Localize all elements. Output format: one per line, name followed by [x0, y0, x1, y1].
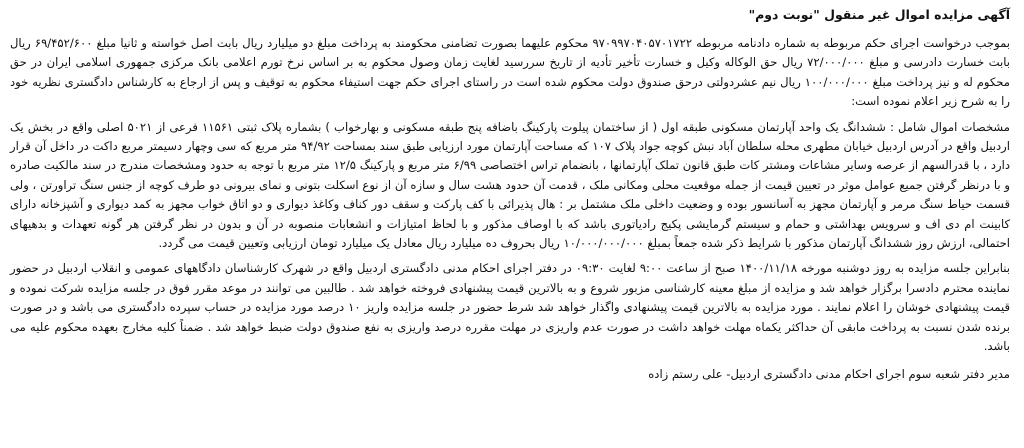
intro-paragraph: بموجب درخواست اجرای حکم مربوطه به شماره دادنامه مربوطه ۹۷۰۹۹۷۰۴۰۵۷۰۱۷۲۲ محکوم علیهما بصورت تضامنی محکومند به پرداخت مبلغ دو میلیارد ریال بابت اصل خواسته و ثانیا مبلغ ۶۹/۴۵۲/۶۰۰ ریال بابت خسارت دادرسی و مبلغ ۷۲/۰۰۰/۰۰۰ ریال حق الوکاله وکیل و خسارت تأخیر تأدیه از تاریخ سررسید لغایت زمان وصول محکوم به بر اساس نرخ تورم اعلامی بانک مرکزی جمهوری اسلامی ایران در حق محکوم له و نیز پرداخت مبلغ ۱۰۰/۰۰۰/۰۰۰ ریال نیم عشردولتی درحق صندوق دولت محکوم شده است در راستای اجرای حکم جهت استیفاء محکوم به توقیف و پس از ارجاع به کارشناس دادگستری نظریه خود را به شرح زیر اعلام نموده است: — [10, 36, 1010, 109]
signature-line: مدیر دفتر شعبه سوم اجرای احکام مدنی دادگستری اردبیل- علی رستم زاده — [648, 366, 1010, 381]
notice-title: آگهی مزایده اموال غیر منقول "نوبت دوم" — [748, 7, 1010, 22]
property-specs-paragraph: مشخصات اموال شامل : ششدانگ یک واحد آپارتمان مسکونی طبقه اول ( از ساختمان پیلوت پارکینگ باضافه پنج طبقه مسکونی و بهارخواب ) بشماره پلاک ثبتی ۱۱۵۶۱ فرعی از ۵۰۲۱ اصلی واقع در بخش یک اردبیل واقع در آدرس اردبیل خیابان مطهری محله سلطان آباد نبش کوچه جواد پلاک ۱۰۷ که مساحت آپارتمان مورد ارزیابی طبق سند بمساحت ۹۴/۹۲ متر مربع که سی وچهار دسیمتر مربع داکت در داخل آن قرار دارد ، با قدرالسهم از عرصه وسایر مشاعات ومشتر کات طبق قانون تملک آپارتمانها ، بانضمام تراس اختصاصی ۶/۹۹ متر مربع و پارکینگ ۱۲/۵ متر مربع با توجه به حدود ومشخصات مندرج در سند مالکیت صادره و با درنظر گرفتن جمیع عوامل موثر در تعیین قیمت از جمله موقعیت محلی ومکانی ملک ، قدمت آن حدود هشت سال و سازه آن از نوع اسکلت بتونی و نمای بیرونی دو طرف کوچه از جنس سنگ تراورتن ، ولی قسمت حیاط سنگ مرمر و آپارتمان مجهز به آسانسور بوده و وضعیت داخلی ملک مشتمل بر : هال پذیرائی با کف پارکت و سقف دور کناف وکاغذ دیواری و دو اتاق خواب مجهز به کمد دیواری و آشپزخانه دارای کابینت ام دی اف و سرویس بهداشتی و حمام و سیستم گرمایشی پکیج رادیاتوری باشد که با اوصاف مذکور و با لحاظ امتیازات و انشعابات منصوبه در آن و بدون در نظر گرفتن هر گونه تعهدات و بدهیهای احتمالی، ارزش روز ششدانگ آپارتمان مذکور با شرایط ذکر شده جمعاً بمبلغ ۱۰/۰۰۰/۰۰۰/۰۰۰ ریال بحروف ده میلیارد ریال معادل یک میلیارد تومان ارزیابی وتعیین قیمت می گردد. — [10, 119, 1011, 251]
auction-terms-paragraph: بنابراین جلسه مزایده به روز دوشنبه مورخه ۱۴۰۰/۱۱/۱۸ صبح از ساعت ۹:۰۰ لغایت ۰۹:۳۰ در دفتر اجرای احکام مدنی دادگستری اردبیل واقع در شهرک کارشناسان دادگاههای عمومی و انقلاب اردبیل در حضور نماینده محترم دادسرا برگزار خواهد شد و مزایده از مبلغ معینه کارشناسی مزبور شروع و به بالاترین قیمت پیشنهادی فروخته خواهد شد . طالبین می توانند در موعد مقرر فوق در جلسه مزایده شرکت نموده و قیمت پیشنهادی خوشان را اعلام نمایند . مورد مزایده به بالاترین قیمت پیشنهادی واگذار خواهد شد شرط حضور در جلسه مزایده واریز ۱۰ درصد مورد مزایده در حساب سپرده دادگستری می باشد و در صورت برنده شدن نسبت به پرداخت مابقی آن حداکثر یکماه مهلت خواهد داشت در صورت عدم واریزی در مهلت مقرره درصد واریزی به نفع صندوق دولت ضبط خواهد شد . ضمناً کلیه مخارج بعهده محکوم علیه می باشد. — [10, 261, 1010, 354]
